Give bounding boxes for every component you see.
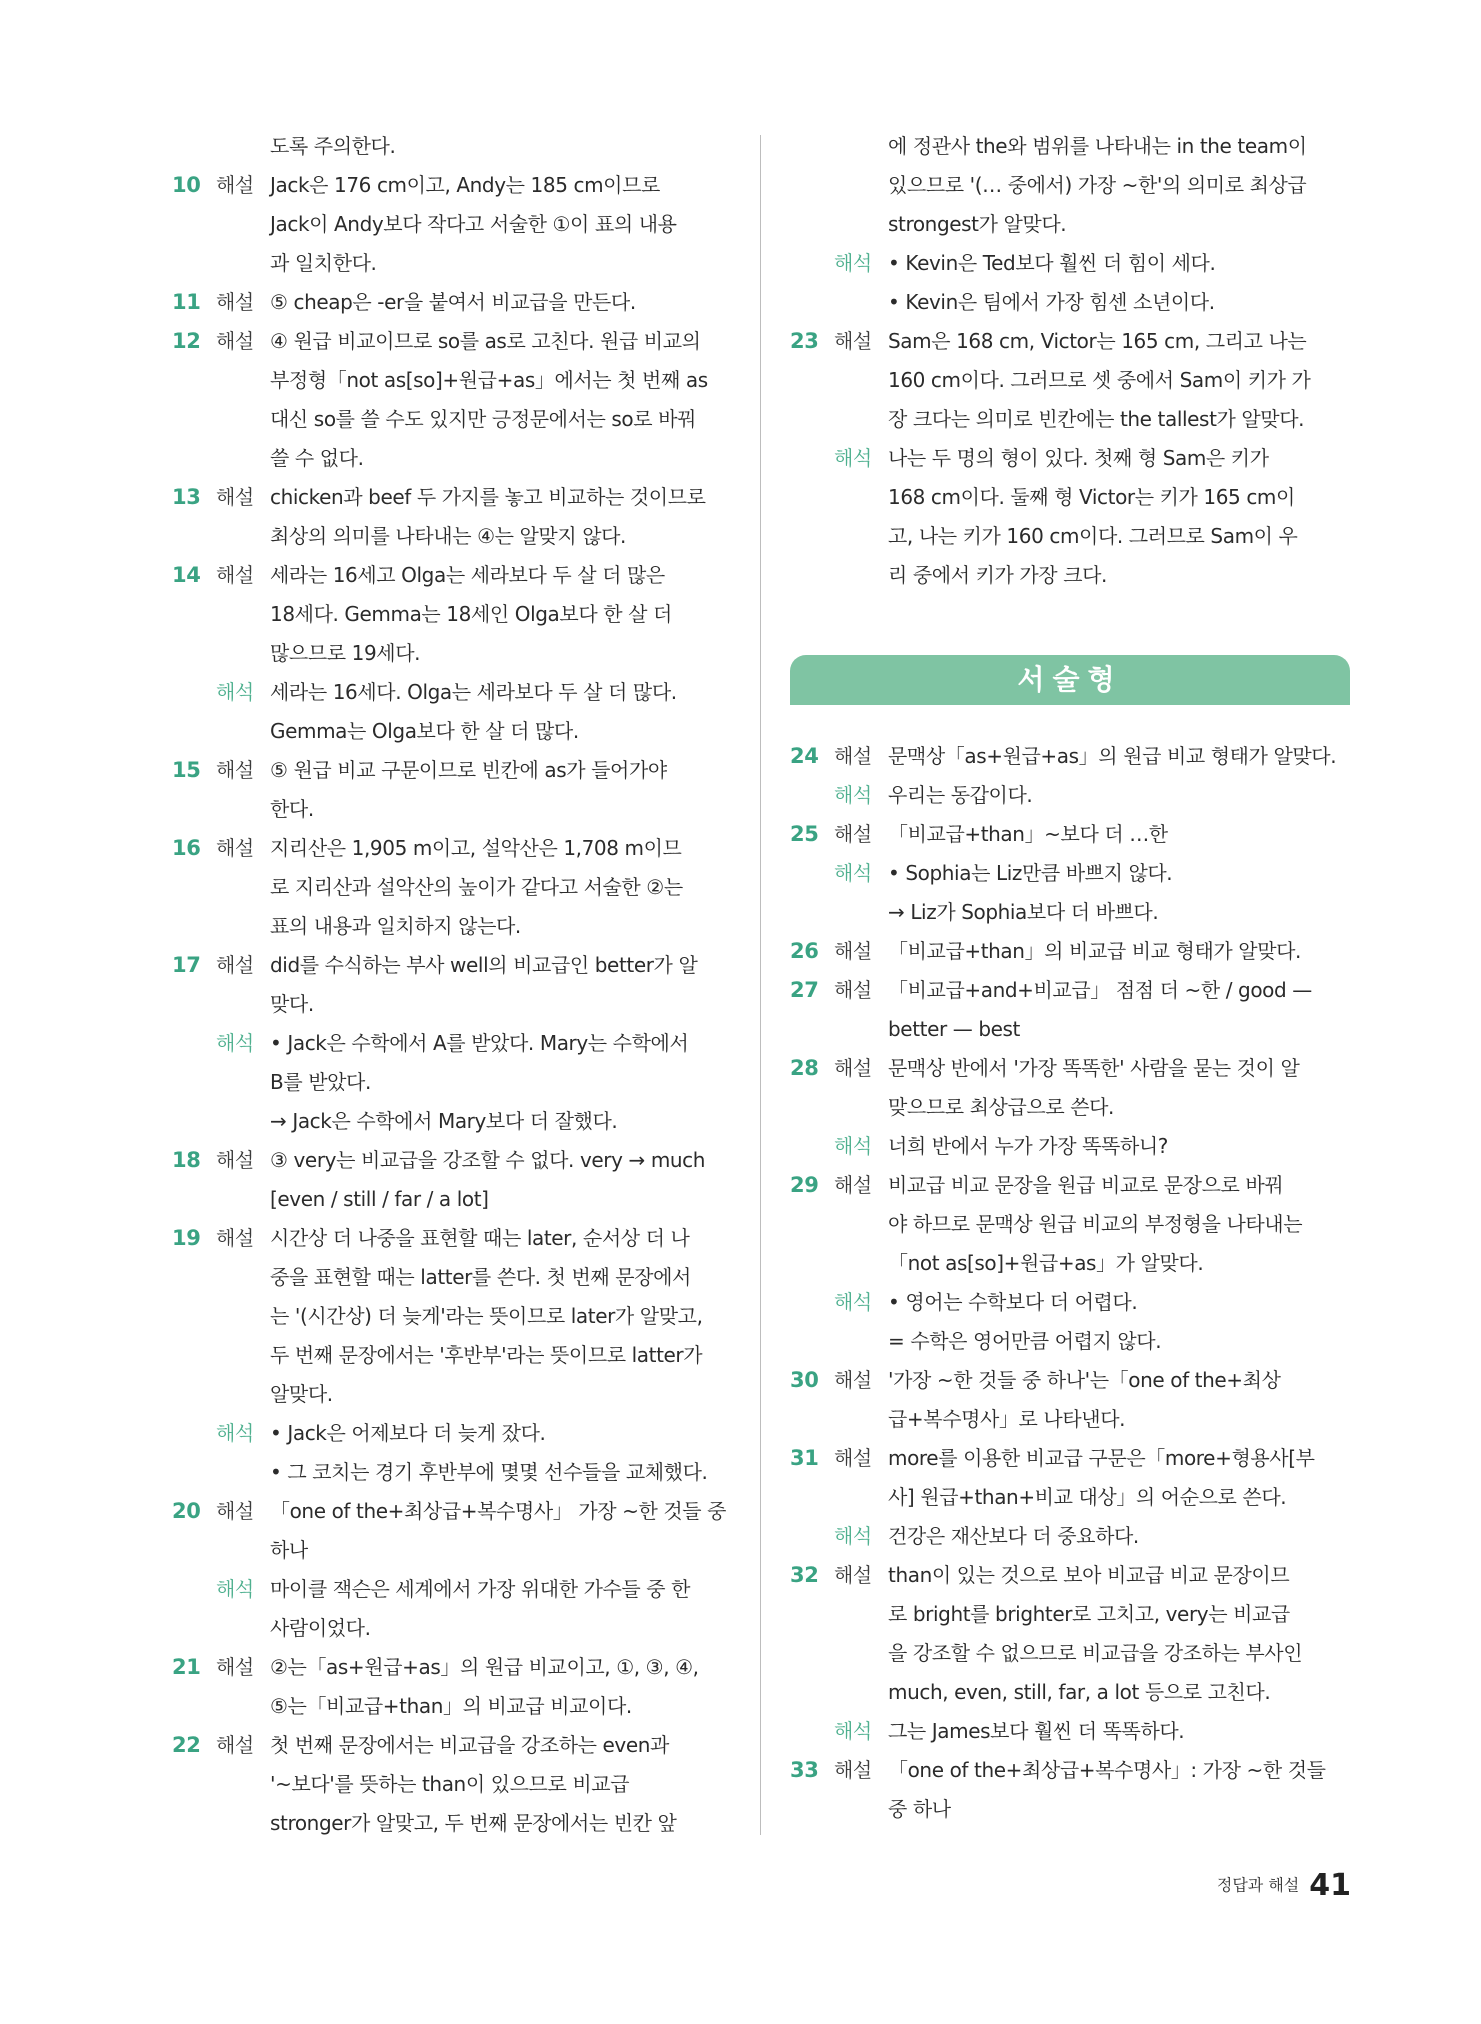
line-text: 리 중에서 키가 가장 크다.: [888, 563, 1107, 587]
line-text: 중 하나: [888, 1797, 951, 1821]
text-line: [172, 1258, 732, 1297]
line-text: 시간상 더 나중을 표현할 때는 later, 순서상 더 나: [270, 1226, 690, 1250]
text-line: [172, 634, 732, 673]
text-line: [790, 893, 1350, 932]
right-column: [790, 127, 1350, 1829]
text-line: [790, 1439, 1350, 1478]
question-number: 23: [790, 329, 819, 353]
question-number: 16: [172, 836, 201, 860]
left-column: [172, 127, 732, 1843]
question-number: 13: [172, 485, 201, 509]
explanation-label: 해설: [216, 1226, 254, 1250]
text-line: [172, 166, 732, 205]
explanation-label: 해설: [834, 1056, 872, 1080]
text-line: [172, 790, 732, 829]
text-line: [790, 1088, 1350, 1127]
text-line: [172, 1726, 732, 1765]
explanation-label: 해설: [834, 978, 872, 1002]
explanation-label: 해설: [834, 1446, 872, 1470]
line-text: B를 받았다.: [270, 1070, 371, 1094]
line-text: 로 bright를 brighter로 고치고, very는 비교급: [888, 1602, 1290, 1626]
text-line: [172, 283, 732, 322]
text-line: [172, 1336, 732, 1375]
question-number: 15: [172, 758, 201, 782]
translation-label: 해석: [216, 1031, 254, 1055]
text-line: [172, 1492, 732, 1531]
text-line: [172, 322, 732, 361]
line-text: 첫 번째 문장에서는 비교급을 강조하는 even과: [270, 1733, 669, 1757]
line-text: 하나: [270, 1538, 308, 1562]
explanation-label: 해설: [216, 290, 254, 314]
text-line: [172, 1687, 732, 1726]
text-line: [172, 673, 732, 712]
line-text: Jack이 Andy보다 작다고 서술한 ①이 표의 내용: [270, 212, 677, 236]
line-text: 나는 두 명의 형이 있다. 첫째 형 Sam은 키가: [888, 446, 1269, 470]
translation-label: 해석: [834, 1524, 872, 1548]
text-line: [172, 907, 732, 946]
text-line: [790, 1712, 1350, 1751]
text-line: [172, 1297, 732, 1336]
translation-label: 해석: [834, 1290, 872, 1314]
line-text: 「비교급+than」의 비교급 비교 형태가 알맞다.: [888, 939, 1301, 963]
line-text: strongest가 알맞다.: [888, 212, 1067, 236]
text-line: [172, 1063, 732, 1102]
line-text: 「one of the+최상급+복수명사」: 가장 ~한 것들: [888, 1758, 1326, 1782]
question-number: 14: [172, 563, 201, 587]
text-line: [172, 829, 732, 868]
column-divider: [760, 135, 761, 1835]
line-text: = 수학은 영어만큼 어렵지 않다.: [888, 1329, 1162, 1353]
line-text: did를 수식하는 부사 well의 비교급인 better가 알: [270, 953, 698, 977]
line-text: 쓸 수 없다.: [270, 446, 364, 470]
text-line: [172, 517, 732, 556]
question-number: 33: [790, 1758, 819, 1782]
text-line: [790, 166, 1350, 205]
explanation-label: 해설: [216, 836, 254, 860]
text-line: [790, 932, 1350, 971]
text-line: [790, 1166, 1350, 1205]
text-line: [790, 1517, 1350, 1556]
line-text: 그는 James보다 훨씬 더 똑똑하다.: [888, 1719, 1185, 1743]
line-text: 로 지리산과 설악산의 높이가 같다고 서술한 ②는: [270, 875, 683, 899]
line-text: 「not as[so]+원급+as」가 알맞다.: [888, 1251, 1204, 1275]
text-line: [790, 361, 1350, 400]
line-text: '가장 ~한 것들 중 하나'는「one of the+최상: [888, 1368, 1281, 1392]
translation-label: 해석: [834, 251, 872, 275]
question-number: 24: [790, 744, 819, 768]
line-text: 비교급 비교 문장을 원급 비교로 문장으로 바꿔: [888, 1173, 1284, 1197]
text-line: [172, 127, 732, 166]
line-text: ⑤ 원급 비교 구문이므로 빈칸에 as가 들어가야: [270, 758, 667, 782]
text-line: [172, 1531, 732, 1570]
text-line: [172, 1609, 732, 1648]
line-text: • 그 코치는 경기 후반부에 몇몇 선수들을 교체했다.: [270, 1460, 708, 1484]
line-text: 세라는 16세다. Olga는 세라보다 두 살 더 많다.: [270, 680, 677, 704]
line-text: 도록 주의한다.: [270, 134, 396, 158]
text-line: [172, 1414, 732, 1453]
question-number: 29: [790, 1173, 819, 1197]
text-line: [790, 439, 1350, 478]
text-line: [172, 361, 732, 400]
explanation-label: 해설: [216, 563, 254, 587]
text-line: [790, 1205, 1350, 1244]
line-text: 문맥상「as+원급+as」의 원급 비교 형태가 알맞다.: [888, 744, 1337, 768]
question-number: 25: [790, 822, 819, 846]
right-top-block: [790, 127, 1350, 595]
text-line: [172, 1102, 732, 1141]
line-text: ④ 원급 비교이므로 so를 as로 고친다. 원급 비교의: [270, 329, 701, 353]
explanation-label: 해설: [216, 758, 254, 782]
line-text: 「one of the+최상급+복수명사」 가장 ~한 것들 중: [270, 1499, 727, 1523]
translation-label: 해석: [834, 446, 872, 470]
line-text: 「비교급+than」~보다 더 …한: [888, 822, 1168, 846]
line-text: 맞다.: [270, 992, 314, 1016]
line-text: chicken과 beef 두 가지를 놓고 비교하는 것이므로: [270, 485, 706, 509]
line-text: 최상의 의미를 나타내는 ④는 알맞지 않다.: [270, 524, 626, 548]
section-gap: [790, 595, 1350, 655]
explanation-label: 해설: [216, 1148, 254, 1172]
question-number: 21: [172, 1655, 201, 1679]
translation-label: 해석: [834, 1134, 872, 1158]
translation-label: 해석: [216, 1577, 254, 1601]
text-line: [790, 1283, 1350, 1322]
text-line: [790, 971, 1350, 1010]
question-number: 10: [172, 173, 201, 197]
line-text: 맞으므로 최상급으로 쓴다.: [888, 1095, 1114, 1119]
explanation-label: 해설: [834, 822, 872, 846]
translation-label: 해석: [216, 680, 254, 704]
line-text: much, even, still, far, a lot 등으로 고친다.: [888, 1680, 1271, 1704]
line-text: 사] 원급+than+비교 대상」의 어순으로 쓴다.: [888, 1485, 1287, 1509]
line-text: [even / still / far / a lot]: [270, 1187, 489, 1211]
explanation-label: 해설: [216, 485, 254, 509]
explanation-label: 해설: [216, 953, 254, 977]
question-number: 12: [172, 329, 201, 353]
line-text: • Kevin은 팀에서 가장 힘센 소년이다.: [888, 290, 1215, 314]
text-line: [790, 244, 1350, 283]
text-line: [172, 946, 732, 985]
text-line: [790, 815, 1350, 854]
line-text: 건강은 재산보다 더 중요하다.: [888, 1524, 1139, 1548]
line-text: more를 이용한 비교급 구문은「more+형용사[부: [888, 1446, 1315, 1470]
text-line: [172, 556, 732, 595]
line-text: 「비교급+and+비교급」 점점 더 ~한 / good —: [888, 978, 1312, 1002]
line-text: 두 번째 문장에서는 '후반부'라는 뜻이므로 latter가: [270, 1343, 703, 1367]
line-text: 고, 나는 키가 160 cm이다. 그러므로 Sam이 우: [888, 524, 1298, 548]
text-line: [790, 737, 1350, 776]
footer-label: 정답과 해설: [1216, 1875, 1300, 1895]
line-text: ③ very는 비교급을 강조할 수 없다. very → much: [270, 1148, 706, 1172]
line-text: 부정형「not as[so]+원급+as」에서는 첫 번째 as: [270, 368, 708, 392]
line-text: 문맥상 반에서 '가장 똑똑한' 사람을 묻는 것이 알: [888, 1056, 1300, 1080]
text-line: [790, 1400, 1350, 1439]
text-line: [790, 205, 1350, 244]
text-line: [790, 127, 1350, 166]
text-line: [790, 517, 1350, 556]
section-header: [790, 655, 1350, 705]
text-line: [790, 1244, 1350, 1283]
text-line: [790, 283, 1350, 322]
text-line: [790, 478, 1350, 517]
text-line: [172, 400, 732, 439]
text-line: [172, 1765, 732, 1804]
line-text: 18세다. Gemma는 18세인 Olga보다 한 살 더: [270, 602, 672, 626]
text-line: [790, 1478, 1350, 1517]
text-line: [172, 478, 732, 517]
line-text: 많으므로 19세다.: [270, 641, 421, 665]
text-line: [790, 556, 1350, 595]
text-line: [790, 1556, 1350, 1595]
text-line: [790, 1634, 1350, 1673]
text-line: [790, 400, 1350, 439]
line-text: 야 하므로 문맥상 원급 비교의 부정형을 나타내는: [888, 1212, 1303, 1236]
question-number: 31: [790, 1446, 819, 1470]
line-text: 사람이었다.: [270, 1616, 371, 1640]
line-text: Gemma는 Olga보다 한 살 더 많다.: [270, 719, 579, 743]
line-text: 있으므로 '(… 중에서) 가장 ~한'의 의미로 최상급: [888, 173, 1307, 197]
line-text: stronger가 알맞고, 두 번째 문장에서는 빈칸 앞: [270, 1811, 677, 1835]
text-line: [790, 776, 1350, 815]
question-number: 27: [790, 978, 819, 1002]
text-line: [790, 1751, 1350, 1790]
text-line: [790, 1595, 1350, 1634]
line-text: 장 크다는 의미로 빈칸에는 the tallest가 알맞다.: [888, 407, 1305, 431]
text-line: [172, 595, 732, 634]
translation-label: 해석: [216, 1421, 254, 1445]
line-text: Jack은 176 cm이고, Andy는 185 cm이므로: [270, 173, 660, 197]
page-number: 41: [1309, 1867, 1351, 1903]
line-text: • Kevin은 Ted보다 훨씬 더 힘이 세다.: [888, 251, 1216, 275]
line-text: ⑤는「비교급+than」의 비교급 비교이다.: [270, 1694, 632, 1718]
text-line: [172, 712, 732, 751]
text-line: [790, 1790, 1350, 1829]
explanation-label: 해설: [216, 1655, 254, 1679]
text-line: [790, 1049, 1350, 1088]
line-text: 는 '(시간상) 더 늦게'라는 뜻이므로 later가 알맞고,: [270, 1304, 703, 1328]
line-text: 우리는 동갑이다.: [888, 783, 1033, 807]
explanation-label: 해설: [834, 1368, 872, 1392]
line-text: '~보다'를 뜻하는 than이 있으므로 비교급: [270, 1772, 630, 1796]
line-text: • 영어는 수학보다 더 어렵다.: [888, 1290, 1138, 1314]
line-text: • Jack은 수학에서 A를 받았다. Mary는 수학에서: [270, 1031, 689, 1055]
right-bottom-block: [790, 737, 1350, 1829]
translation-label: 해석: [834, 1719, 872, 1743]
text-line: [790, 854, 1350, 893]
explanation-label: 해설: [834, 1758, 872, 1782]
text-line: [172, 244, 732, 283]
line-text: than이 있는 것으로 보아 비교급 비교 문장이므: [888, 1563, 1290, 1587]
text-line: [172, 439, 732, 478]
question-number: 30: [790, 1368, 819, 1392]
explanation-label: 해설: [834, 329, 872, 353]
text-line: [790, 1010, 1350, 1049]
line-text: 세라는 16세고 Olga는 세라보다 두 살 더 많은: [270, 563, 665, 587]
question-number: 19: [172, 1226, 201, 1250]
text-line: [172, 751, 732, 790]
line-text: 과 일치한다.: [270, 251, 377, 275]
explanation-label: 해설: [216, 329, 254, 353]
text-line: [172, 1180, 732, 1219]
line-text: 160 cm이다. 그러므로 셋 중에서 Sam이 키가 가: [888, 368, 1311, 392]
text-line: [172, 1570, 732, 1609]
line-text: 마이클 잭슨은 세계에서 가장 위대한 가수들 중 한: [270, 1577, 691, 1601]
question-number: 22: [172, 1733, 201, 1757]
line-text: Sam은 168 cm, Victor는 165 cm, 그리고 나는: [888, 329, 1307, 353]
line-text: better — best: [888, 1017, 1020, 1041]
line-text: 한다.: [270, 797, 314, 821]
line-text: 너희 반에서 누가 가장 똑똑하니?: [888, 1134, 1169, 1158]
line-text: ⑤ cheap은 -er을 붙여서 비교급을 만든다.: [270, 290, 636, 314]
line-text: 급+복수명사」로 나타낸다.: [888, 1407, 1126, 1431]
line-text: 을 강조할 수 없으므로 비교급을 강조하는 부사인: [888, 1641, 1303, 1665]
text-line: [172, 205, 732, 244]
line-text: 표의 내용과 일치하지 않는다.: [270, 914, 521, 938]
explanation-label: 해설: [834, 939, 872, 963]
line-text: 중을 표현할 때는 latter를 쓴다. 첫 번째 문장에서: [270, 1265, 691, 1289]
explanation-label: 해설: [834, 1563, 872, 1587]
question-number: 18: [172, 1148, 201, 1172]
question-number: 11: [172, 290, 201, 314]
explanation-label: 해설: [216, 173, 254, 197]
line-text: • Sophia는 Liz만큼 바쁘지 않다.: [888, 861, 1173, 885]
question-number: 28: [790, 1056, 819, 1080]
text-line: [790, 1361, 1350, 1400]
line-text: • Jack은 어제보다 더 늦게 잤다.: [270, 1421, 546, 1445]
line-text: ②는「as+원급+as」의 원급 비교이고, ①, ③, ④,: [270, 1655, 699, 1679]
text-line: [790, 1127, 1350, 1166]
line-text: 알맞다.: [270, 1382, 333, 1406]
text-line: [172, 1648, 732, 1687]
text-line: [172, 1453, 732, 1492]
text-line: [172, 1024, 732, 1063]
question-number: 32: [790, 1563, 819, 1587]
translation-label: 해석: [834, 861, 872, 885]
explanation-label: 해설: [216, 1733, 254, 1757]
explanation-label: 해설: [834, 744, 872, 768]
question-number: 17: [172, 953, 201, 977]
explanation-label: 해설: [834, 1173, 872, 1197]
line-text: 대신 so를 쓸 수도 있지만 긍정문에서는 so로 바꿔: [270, 407, 696, 431]
text-line: [172, 868, 732, 907]
line-text: → Jack은 수학에서 Mary보다 더 잘했다.: [270, 1109, 618, 1133]
line-text: 168 cm이다. 둘째 형 Victor는 키가 165 cm이: [888, 485, 1295, 509]
question-number: 26: [790, 939, 819, 963]
line-text: 에 정관사 the와 범위를 나타내는 in the team이: [888, 134, 1307, 158]
line-text: → Liz가 Sophia보다 더 바쁘다.: [888, 900, 1159, 924]
text-line: [172, 1141, 732, 1180]
text-line: [172, 1804, 732, 1843]
section-title: 서술형: [1017, 663, 1123, 696]
explanation-label: 해설: [216, 1499, 254, 1523]
text-line: [790, 1673, 1350, 1712]
text-line: [790, 1322, 1350, 1361]
text-line: [172, 1219, 732, 1258]
page-footer: [1217, 1865, 1351, 1905]
text-line: [172, 1375, 732, 1414]
text-line: [172, 985, 732, 1024]
translation-label: 해석: [834, 783, 872, 807]
line-text: 지리산은 1,905 m이고, 설악산은 1,708 m이므: [270, 836, 682, 860]
question-number: 20: [172, 1499, 201, 1523]
text-line: [790, 322, 1350, 361]
